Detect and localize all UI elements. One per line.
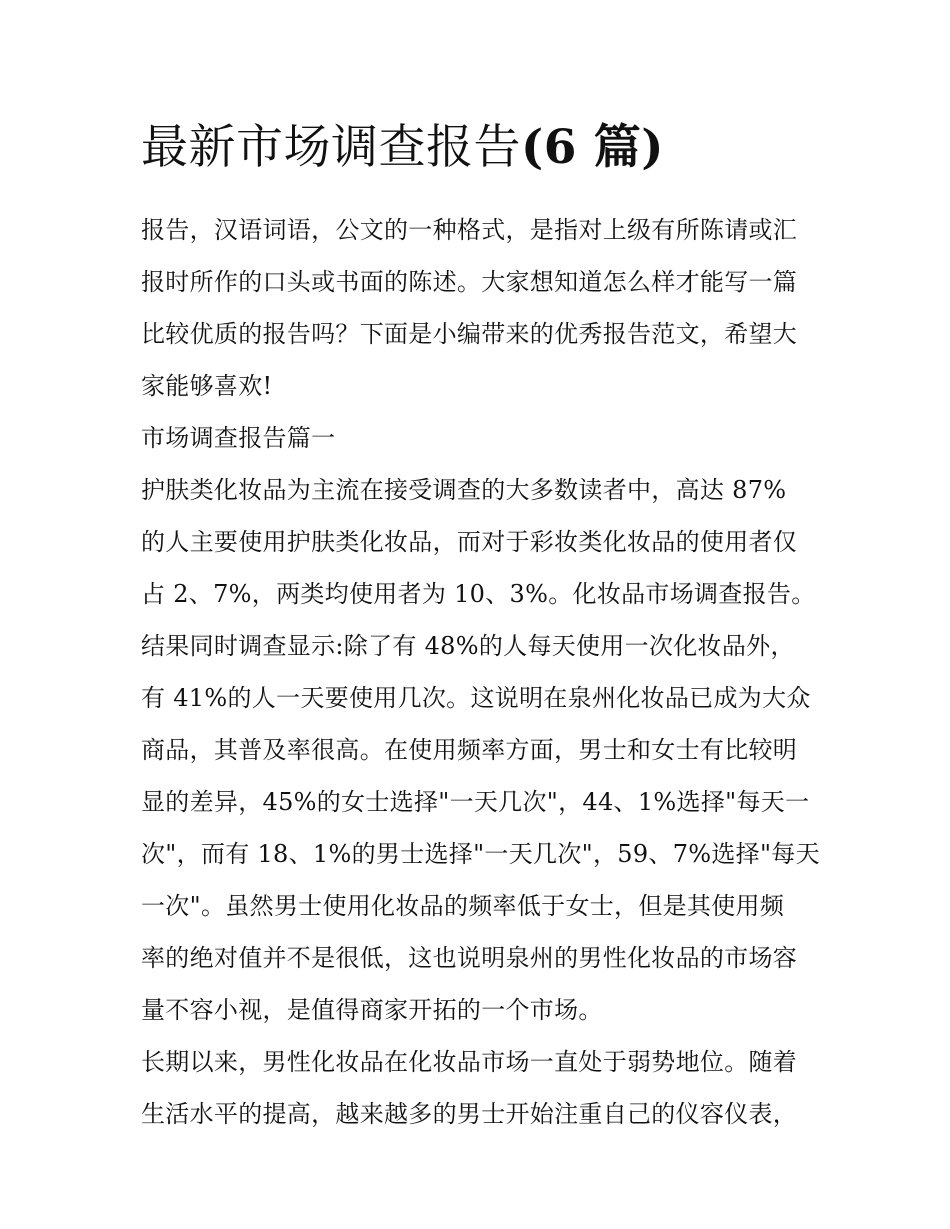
title-suffix: (6 篇): [521, 120, 665, 175]
text-line: 报告，汉语词语，公文的一种格式，是指对上级有所陈请或汇: [141, 216, 798, 244]
text-line: 率的绝对值并不是很低，这也说明泉州的男性化妆品的市场容: [141, 944, 798, 972]
text-line: 报时所作的口头或书面的陈述。大家想知道怎么样才能写一篇: [141, 268, 798, 296]
text-line: 护肤类化妆品为主流在接受调查的大多数读者中，高达 87%: [141, 476, 787, 504]
document-title: [141, 116, 813, 180]
text-line: 结果同时调查显示:除了有 48%的人每天使用一次化妆品外，: [141, 632, 795, 660]
text-line: 次"，而有 18、1%的男士选择"一天几次"，59、7%选择"每天: [141, 840, 820, 868]
text-line: 量不容小视，是值得商家开拓的一个市场。: [141, 996, 603, 1024]
title-main: 最新市场调查报告: [141, 120, 521, 175]
text-line: 长期以来，男性化妆品在化妆品市场一直处于弱势地位。随着: [141, 1048, 798, 1076]
text-line: 显的差异，45%的女士选择"一天几次"，44、1%选择"每天一: [141, 788, 810, 816]
text-line: 的人主要使用护肤类化妆品，而对于彩妆类化妆品的使用者仅: [141, 528, 798, 556]
text-line: 家能够喜欢!: [141, 372, 273, 400]
text-line: 占 2、7%，两类均使用者为 10、3%。化妆品市场调查报告。: [141, 580, 816, 608]
document-body: [141, 116, 820, 1140]
text-line: 生活水平的提高，越来越多的男士开始注重自己的仪容仪表，: [141, 1100, 798, 1128]
text-line: 一次"。虽然男士使用化妆品的频率低于女士，但是其使用频: [141, 892, 785, 920]
text-line: 有 41%的人一天要使用几次。这说明在泉州化妆品已成为大众: [141, 684, 811, 712]
text-line: 商品，其普及率很高。在使用频率方面，男士和女士有比较明: [141, 736, 798, 764]
text-line: 比较优质的报告吗？下面是小编带来的优秀报告范文，希望大: [141, 320, 798, 348]
body-lines: [141, 204, 820, 1140]
section-heading: 市场调查报告篇一: [141, 424, 336, 452]
